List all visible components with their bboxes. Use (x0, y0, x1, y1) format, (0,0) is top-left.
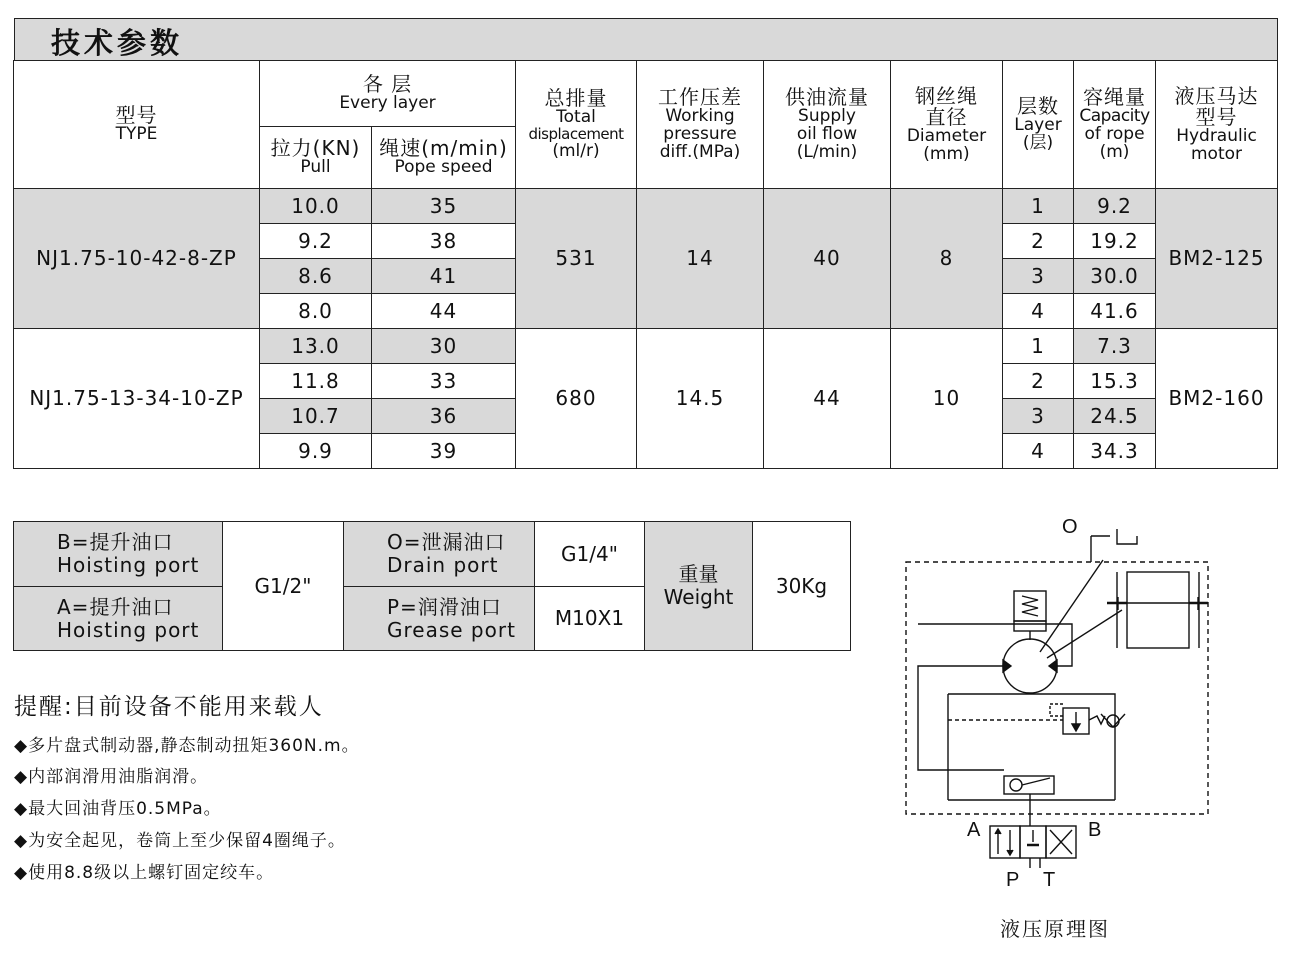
label-o: O (1062, 516, 1078, 538)
layer-cell: 2 (1003, 224, 1074, 259)
speed-cell: 38 (372, 224, 516, 259)
capacity-cell: 15.3 (1074, 364, 1156, 399)
diameter-cell: 8 (891, 189, 1003, 329)
capacity-cell: 9.2 (1074, 189, 1156, 224)
pull-cell: 9.2 (260, 224, 372, 259)
hydraulic-schematic (880, 505, 1240, 905)
displacement-cell: 680 (516, 329, 637, 469)
label-a: A (967, 819, 981, 841)
note-item: ◆多片盘式制动器,静态制动扭矩360N.m。 (14, 736, 360, 756)
layer-cell: 1 (1003, 329, 1074, 364)
header-capacity: 容绳量 Capacity of rope (m) (1074, 61, 1156, 189)
speed-cell: 36 (372, 399, 516, 434)
speed-cell: 39 (372, 434, 516, 469)
pull-cell: 13.0 (260, 329, 372, 364)
weight-label: 重量 Weight (645, 522, 753, 651)
header-layer: 层数 Layer (层) (1003, 61, 1074, 189)
port-a-label: A=提升油口 Hoisting port (14, 587, 223, 651)
pull-cell: 8.0 (260, 294, 372, 329)
port-b-label: B=提升油口 Hoisting port (14, 522, 223, 587)
header-type: 型号 TYPE (14, 61, 260, 189)
header-hydraulic-motor: 液压马达 型号 Hydraulic motor (1156, 61, 1278, 189)
note-item: ◆内部润滑用油脂润滑。 (14, 767, 209, 787)
speed-cell: 33 (372, 364, 516, 399)
layer-cell: 4 (1003, 434, 1074, 469)
note-item: ◆最大回油背压0.5MPa。 (14, 799, 222, 819)
title-bar (14, 18, 1278, 61)
capacity-cell: 24.5 (1074, 399, 1156, 434)
layer-cell: 3 (1003, 399, 1074, 434)
note-item: ◆为安全起见，卷筒上至少保留4圈绳子。 (14, 831, 346, 851)
model-type: NJ1.75-10-42-8-ZP (14, 189, 260, 329)
flow-cell: 44 (764, 329, 891, 469)
pressure-cell: 14 (637, 189, 764, 329)
header-rope-speed: 绳速(m/min) Pope speed (372, 127, 516, 189)
notes-title: 提醒:目前设备不能用来载人 (14, 694, 324, 720)
header-supply-flow: 供油流量 Supply oil flow (L/min) (764, 61, 891, 189)
drum (1127, 572, 1189, 648)
layer-cell: 2 (1003, 364, 1074, 399)
ports-table (13, 521, 851, 651)
port-o-size: G1/4" (535, 522, 645, 587)
capacity-cell: 34.3 (1074, 434, 1156, 469)
header-working-pressure: 工作压差 Working pressure diff.(MPa) (637, 61, 764, 189)
pull-cell: 9.9 (260, 434, 372, 469)
header-displacement: 总排量 Total displacement (ml/r) (516, 61, 637, 189)
layer-cell: 4 (1003, 294, 1074, 329)
port-p-label: P=润滑油口 Grease port (344, 587, 535, 651)
line-b (948, 694, 1115, 800)
label-t: T (1043, 869, 1056, 891)
enclosure-outline (906, 562, 1208, 814)
pull-cell: 8.6 (260, 259, 372, 294)
motor-cell: BM2-160 (1156, 329, 1278, 469)
label-p: P (1006, 869, 1020, 891)
directional-valve-left (990, 826, 1020, 858)
port-ab-size: G1/2" (223, 522, 344, 651)
model-type: NJ1.75-13-34-10-ZP (14, 329, 260, 469)
note-item: ◆使用8.8级以上螺钉固定绞车。 (14, 863, 275, 883)
layer-cell: 1 (1003, 189, 1074, 224)
speed-cell: 41 (372, 259, 516, 294)
capacity-cell: 19.2 (1074, 224, 1156, 259)
port-p-size: M10X1 (535, 587, 645, 651)
schematic-caption: 液压原理图 (1000, 917, 1110, 941)
pull-cell: 11.8 (260, 364, 372, 399)
header-pull: 拉力(KN) Pull (260, 127, 372, 189)
weight-value: 30Kg (753, 522, 851, 651)
pull-cell: 10.0 (260, 189, 372, 224)
header-every-layer: 各 层 Every layer (260, 61, 516, 127)
diameter-cell: 10 (891, 329, 1003, 469)
flow-cell: 40 (764, 189, 891, 329)
pressure-cell: 14.5 (637, 329, 764, 469)
port-o-label: O=泄漏油口 Drain port (344, 522, 535, 587)
spec-table (13, 60, 1278, 469)
capacity-cell: 7.3 (1074, 329, 1156, 364)
motor-cell: BM2-125 (1156, 189, 1278, 329)
pull-cell: 10.7 (260, 399, 372, 434)
layer-cell: 3 (1003, 259, 1074, 294)
speed-cell: 44 (372, 294, 516, 329)
label-b: B (1088, 819, 1102, 841)
drain-tank-symbol (1117, 529, 1137, 544)
capacity-cell: 30.0 (1074, 259, 1156, 294)
capacity-cell: 41.6 (1074, 294, 1156, 329)
speed-cell: 30 (372, 329, 516, 364)
speed-cell: 35 (372, 189, 516, 224)
header-rope-diameter: 钢丝绳 直径 Diameter (mm) (891, 61, 1003, 189)
page-title: 技术参数 (51, 26, 184, 60)
displacement-cell: 531 (516, 189, 637, 329)
line-a (918, 666, 1004, 770)
